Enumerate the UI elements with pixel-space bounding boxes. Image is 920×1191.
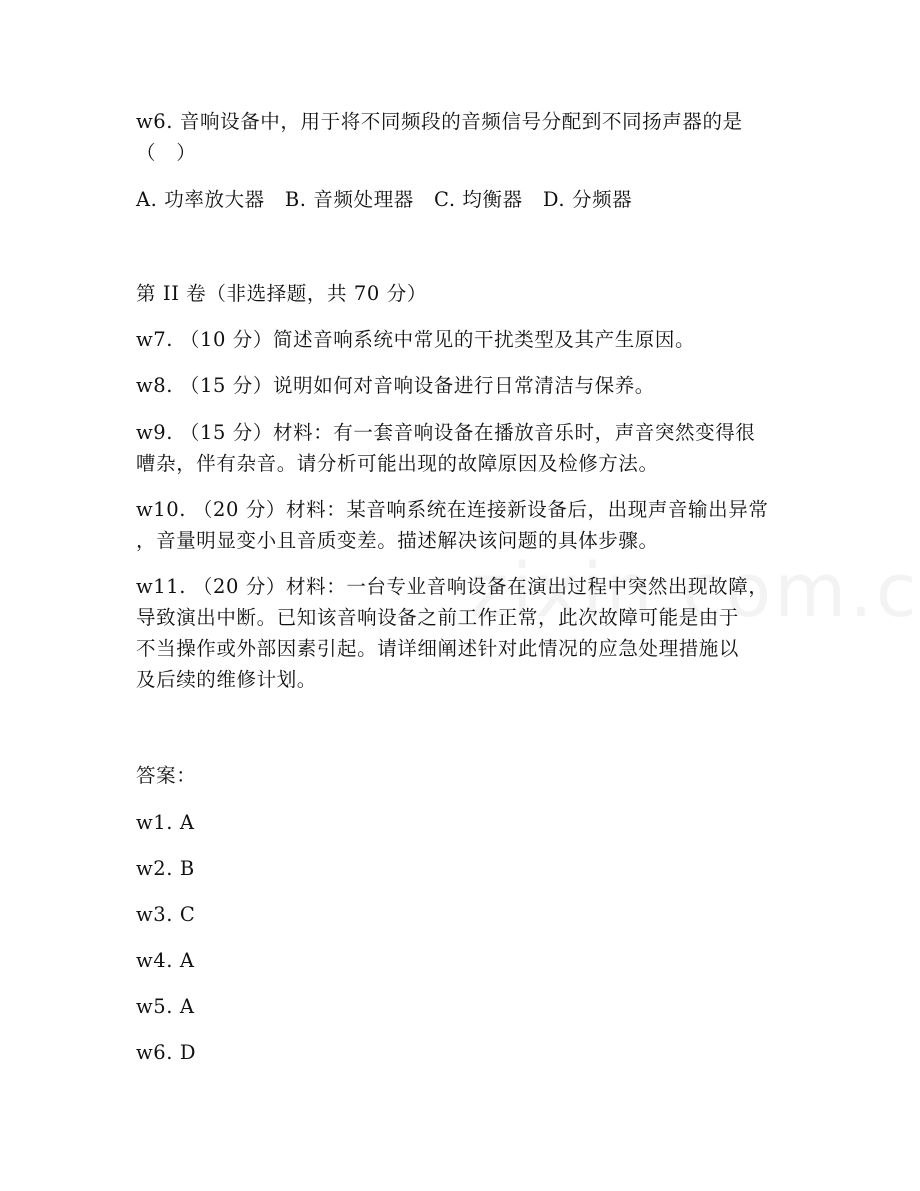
question-11-line-3: 不当操作或外部因素引起。请详细阐述针对此情况的应急处理措施以 [136, 637, 740, 660]
watermark [470, 548, 920, 634]
answer-2: w2. B [136, 857, 195, 880]
answer-4: w4. A [136, 949, 195, 972]
question-11-line-2: 导致演出中断。已知该音响设备之前工作正常，此次故障可能是由于 [136, 606, 740, 629]
question-10-line-1: w10. （20 分）材料：某音响系统在连接新设备后，出现声音输出异常 [136, 498, 769, 521]
question-6-stem: w6. 音响设备中，用于将不同频段的音频信号分配到不同扬声器的是 [136, 110, 743, 133]
question-9-line-2: 嘈杂，伴有杂音。请分析可能出现的故障原因及检修方法。 [136, 452, 659, 475]
question-8: w8. （15 分）说明如何对音响设备进行日常清洁与保养。 [136, 374, 655, 397]
answer-5: w5. A [136, 995, 195, 1018]
answers-heading: 答案： [136, 764, 197, 787]
answer-6: w6. D [136, 1041, 197, 1064]
section-2-title: 第 II 卷（非选择题，共 70 分） [136, 282, 427, 305]
question-6-blank: （ ） [136, 141, 197, 164]
answer-1: w1. A [136, 811, 195, 834]
question-9-line-1: w9. （15 分）材料：有一套音响设备在播放音乐时，声音突然变得很 [136, 421, 756, 444]
question-6-options: A. 功率放大器 B. 音频处理器 C. 均衡器 D. 分频器 [136, 188, 633, 211]
question-10-line-2: ，音量明显变小且音质变差。描述解决该问题的具体步骤。 [136, 529, 659, 552]
question-7: w7. （10 分）简述音响系统中常见的干扰类型及其产生原因。 [136, 328, 696, 351]
question-11-line-4: 及后续的维修计划。 [136, 668, 317, 691]
question-11-line-1: w11. （20 分）材料：一台专业音响设备在演出过程中突然出现故障， [136, 575, 769, 598]
answer-3: w3. C [136, 903, 196, 926]
